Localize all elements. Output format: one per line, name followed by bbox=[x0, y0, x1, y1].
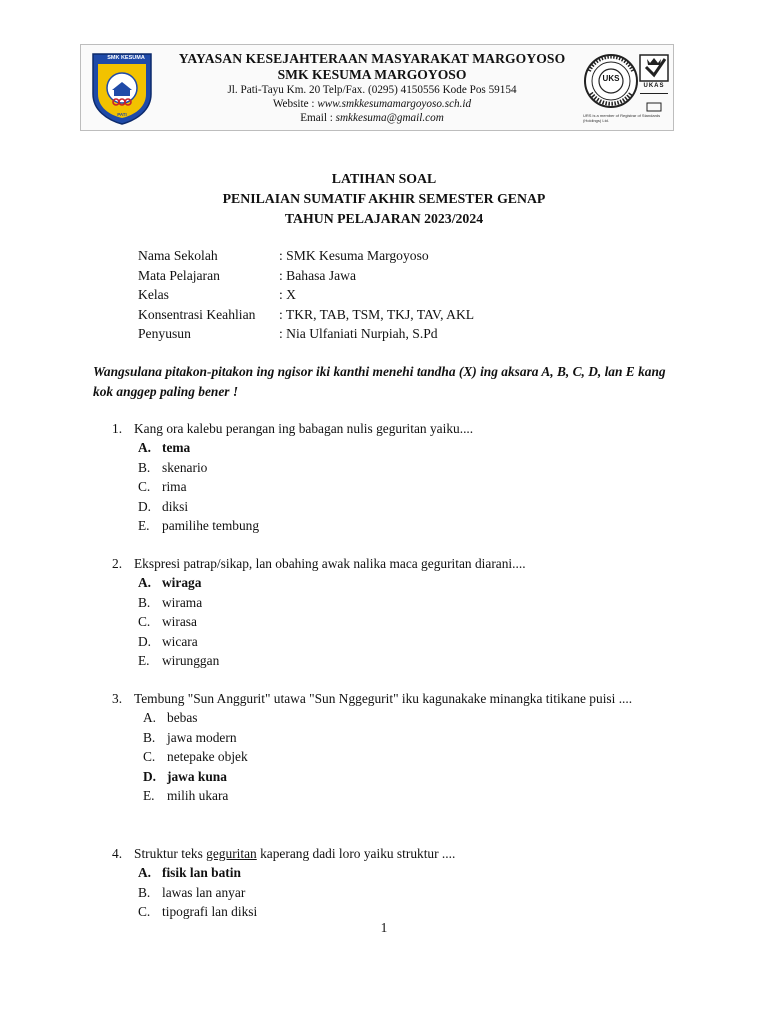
option-b[interactable] bbox=[112, 883, 672, 902]
option-letter: C. bbox=[138, 479, 151, 495]
school-name: SMK KESUMA MARGOYOSO bbox=[277, 67, 467, 82]
info-key: Nama Sekolah bbox=[138, 248, 218, 263]
info-row bbox=[138, 266, 638, 286]
option-e[interactable] bbox=[112, 516, 672, 535]
question-text: Ekspresi patrap/sikap, lan obahing awak nalika maca geguritan diarani.... bbox=[134, 556, 526, 571]
info-key: Konsentrasi Keahlian bbox=[138, 306, 256, 322]
question-text-before: Struktur teks bbox=[134, 846, 207, 861]
option-letter: D. bbox=[143, 768, 157, 784]
foundation-name: YAYASAN KESEJAHTERAAN MASYARAKAT MARGOYOSO bbox=[178, 51, 566, 66]
exam-info bbox=[138, 246, 638, 344]
info-key: Kelas bbox=[138, 287, 169, 302]
info-row bbox=[138, 285, 638, 305]
question-2 bbox=[112, 554, 672, 670]
option-letter: A. bbox=[138, 865, 152, 881]
certification-seal-text: UKS bbox=[602, 74, 620, 83]
option-text: jawa kuna bbox=[167, 768, 227, 784]
website-label: Website : bbox=[272, 98, 318, 110]
question-4 bbox=[112, 844, 672, 922]
info-value: : TKR, TAB, TSM, TKJ, TAV, AKL bbox=[279, 306, 475, 322]
option-text: lawas lan anyar bbox=[162, 884, 246, 900]
info-row bbox=[138, 324, 638, 344]
option-d[interactable] bbox=[112, 632, 672, 651]
info-value: : Bahasa Jawa bbox=[279, 267, 357, 283]
option-a[interactable] bbox=[112, 863, 672, 882]
option-text: tema bbox=[162, 440, 191, 456]
title-line-3: TAHUN PELAJARAN 2023/2024 bbox=[284, 211, 484, 226]
option-b[interactable] bbox=[112, 458, 672, 477]
info-value: : SMK Kesuma Margoyoso bbox=[279, 248, 429, 263]
school-website bbox=[163, 97, 581, 111]
option-letter: D. bbox=[138, 633, 152, 649]
option-a[interactable] bbox=[112, 438, 672, 457]
email-link[interactable]: smkkesuma@gmail.com bbox=[335, 112, 444, 124]
option-list bbox=[112, 708, 672, 805]
school-address: Jl. Pati-Tayu Km. 20 Telp/Fax. (0295) 4150556 Kode Pos 59154 bbox=[227, 84, 517, 96]
option-letter: E. bbox=[143, 787, 155, 803]
option-text: netepake objek bbox=[167, 749, 248, 765]
option-e[interactable] bbox=[112, 786, 672, 805]
option-list bbox=[112, 573, 672, 670]
question-stem bbox=[112, 689, 672, 708]
school-logo-top-text: SMK KESUMA bbox=[107, 55, 145, 61]
option-c[interactable] bbox=[112, 902, 672, 921]
option-list bbox=[112, 863, 672, 921]
question-number: 3. bbox=[112, 691, 123, 706]
title-line-2: PENILAIAN SUMATIF AKHIR SEMESTER GENAP bbox=[222, 191, 546, 206]
option-a[interactable] bbox=[112, 573, 672, 592]
school-logo-bottom-text: PATI bbox=[117, 112, 127, 117]
option-text: wirasa bbox=[162, 614, 197, 630]
option-text: wirunggan bbox=[162, 652, 220, 668]
option-d[interactable] bbox=[112, 497, 672, 516]
option-text: rima bbox=[162, 479, 187, 495]
email-label: Email : bbox=[300, 112, 336, 124]
website-link[interactable]: www.smkkesumamargoyoso.sch.id bbox=[317, 98, 472, 110]
option-a[interactable] bbox=[112, 708, 672, 727]
option-text: tipografi lan diksi bbox=[162, 904, 258, 920]
info-row bbox=[138, 305, 638, 325]
option-text: skenario bbox=[162, 459, 208, 475]
instruction-text: Wangsulana pitakon-pitakon ing ngisor iki kanthi menehi tandha (X) ing aksara A, B, C, D, lan E kang kok anggep paling bener ! bbox=[93, 364, 666, 399]
option-letter: C. bbox=[143, 749, 156, 765]
letterhead-text bbox=[163, 51, 581, 125]
option-text: milih ukara bbox=[167, 787, 229, 803]
option-text: pamilihe tembung bbox=[162, 517, 260, 533]
question-text-after: kaperang dadi loro yaiku struktur .... bbox=[256, 846, 456, 861]
option-text: bebas bbox=[167, 710, 198, 726]
option-e[interactable] bbox=[112, 651, 672, 670]
option-c[interactable] bbox=[112, 477, 672, 496]
option-c[interactable] bbox=[112, 747, 672, 766]
info-value: : X bbox=[279, 287, 296, 302]
option-letter: B. bbox=[143, 729, 156, 745]
option-letter: B. bbox=[138, 594, 151, 610]
option-list bbox=[112, 438, 672, 535]
question-stem bbox=[112, 554, 672, 573]
option-letter: E. bbox=[138, 652, 150, 668]
exam-title bbox=[0, 169, 768, 229]
option-letter: B. bbox=[138, 459, 151, 475]
option-text: diksi bbox=[162, 498, 189, 514]
question-text: Tembung "Sun Anggurit" utawa "Sun Nggegurit" iku kagunakake minangka titikane puisi .... bbox=[134, 691, 633, 706]
option-text: wicara bbox=[162, 633, 198, 649]
page-number: 1 bbox=[380, 920, 388, 935]
option-d[interactable] bbox=[112, 767, 672, 786]
letterhead bbox=[80, 44, 674, 131]
ukas-caption: URS is a member of Registrar of Standards (Holdings) Ltd. bbox=[583, 113, 661, 123]
option-letter: A. bbox=[138, 440, 152, 456]
question-stem bbox=[112, 844, 672, 863]
title-line-1: LATIHAN SOAL bbox=[331, 171, 437, 186]
info-value: : Nia Ulfaniati Nurpiah, S.Pd bbox=[279, 326, 438, 341]
option-c[interactable] bbox=[112, 612, 672, 631]
info-key: Mata Pelajaran bbox=[138, 267, 220, 283]
ukas-text: UKAS bbox=[643, 83, 665, 89]
question-number: 1. bbox=[112, 421, 123, 436]
question-number: 2. bbox=[112, 556, 123, 571]
option-text: wirama bbox=[162, 594, 203, 610]
option-letter: A. bbox=[143, 710, 157, 726]
option-b[interactable] bbox=[112, 728, 672, 747]
question-number: 4. bbox=[112, 846, 123, 861]
option-letter: A. bbox=[138, 575, 152, 591]
question-3 bbox=[112, 689, 672, 805]
option-letter: D. bbox=[138, 498, 152, 514]
option-text: jawa modern bbox=[167, 729, 237, 745]
option-text: fisik lan batin bbox=[162, 865, 241, 881]
question-text-underlined: geguritan bbox=[206, 846, 257, 861]
info-row bbox=[138, 246, 638, 266]
school-email bbox=[163, 111, 581, 125]
option-letter: C. bbox=[138, 614, 151, 630]
info-key: Penyusun bbox=[138, 326, 191, 341]
question-text: Kang ora kalebu perangan ing babagan nulis geguritan yaiku.... bbox=[134, 421, 474, 436]
option-b[interactable] bbox=[112, 593, 672, 612]
option-letter: B. bbox=[138, 884, 151, 900]
question-stem bbox=[112, 419, 672, 438]
option-letter: E. bbox=[138, 517, 150, 533]
question-1 bbox=[112, 419, 672, 535]
option-text: wiraga bbox=[162, 575, 202, 591]
option-letter: C. bbox=[138, 904, 151, 920]
